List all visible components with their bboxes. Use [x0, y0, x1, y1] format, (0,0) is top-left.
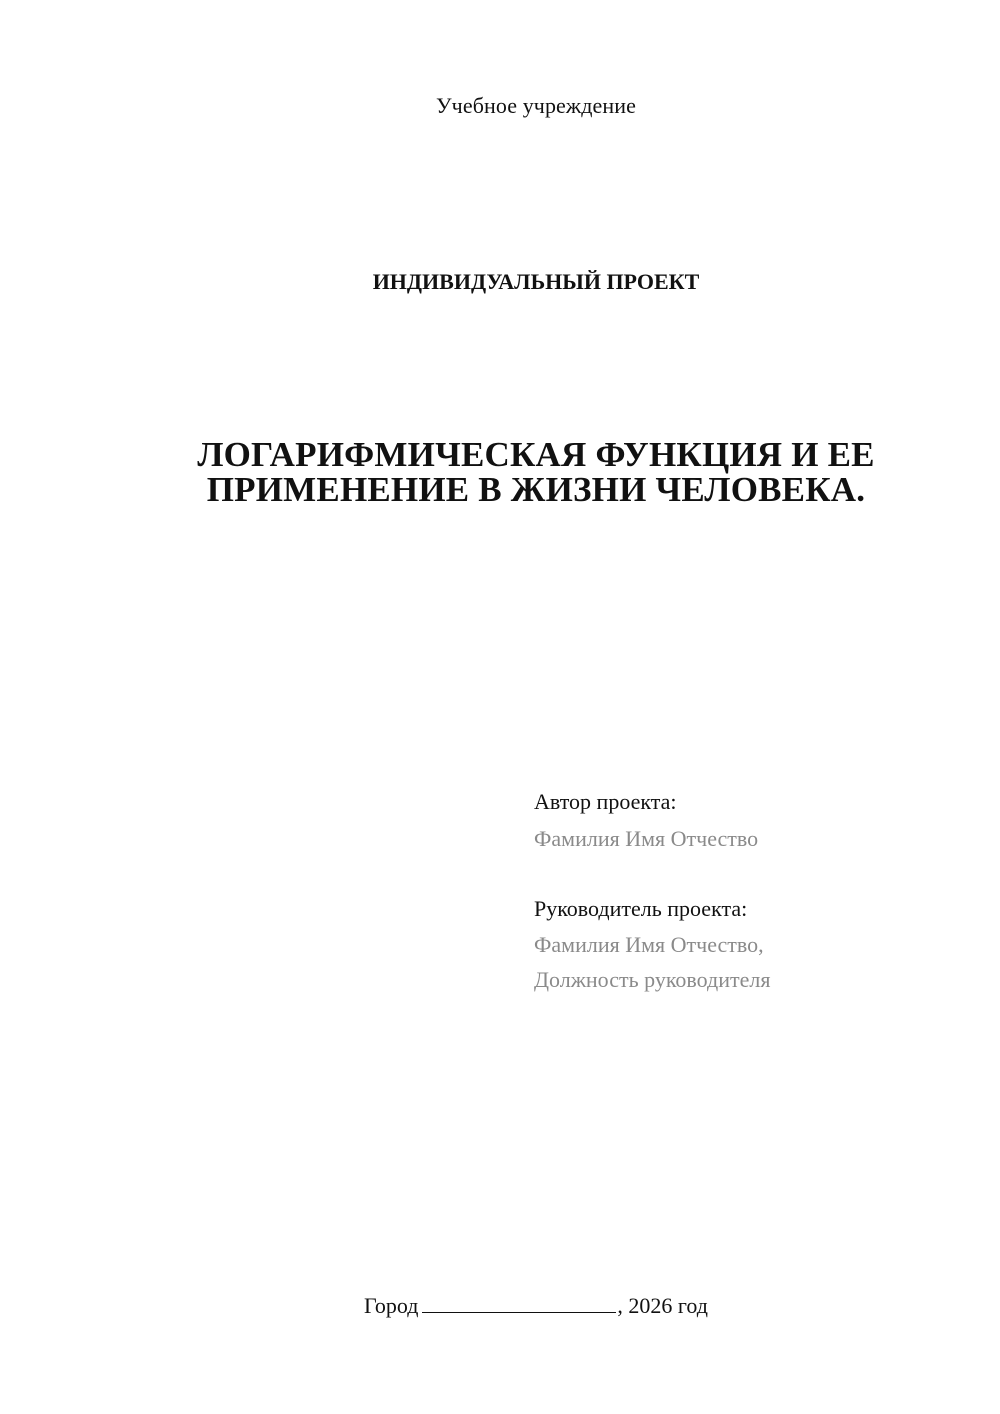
supervisor-label: Руководитель проекта: [534, 896, 748, 921]
supervisor-position: Должность руководителя [534, 967, 771, 992]
author-name: Фамилия Имя Отчество [534, 826, 759, 851]
project-type-heading: ИНДИВИДУАЛЬНЫЙ ПРОЕКТ [372, 269, 700, 294]
title-line-2: ПРИМЕНЕНИЕ В ЖИЗНИ ЧЕЛОВЕКА. [206, 470, 866, 509]
author-label: Автор проекта: [534, 789, 677, 814]
institution-name: Учебное учреждение [435, 93, 636, 118]
footer-year: , 2026 год [617, 1293, 708, 1318]
title-line-1: ЛОГАРИФМИЧЕСКАЯ ФУНКЦИЯ И ЕЕ [197, 435, 875, 474]
city-blank-line [422, 1292, 616, 1313]
footer-city-year [0, 1292, 1000, 1319]
project-title [100, 437, 972, 507]
supervisor-name: Фамилия Имя Отчество, [534, 932, 764, 957]
footer-city-label: Город [364, 1293, 419, 1318]
